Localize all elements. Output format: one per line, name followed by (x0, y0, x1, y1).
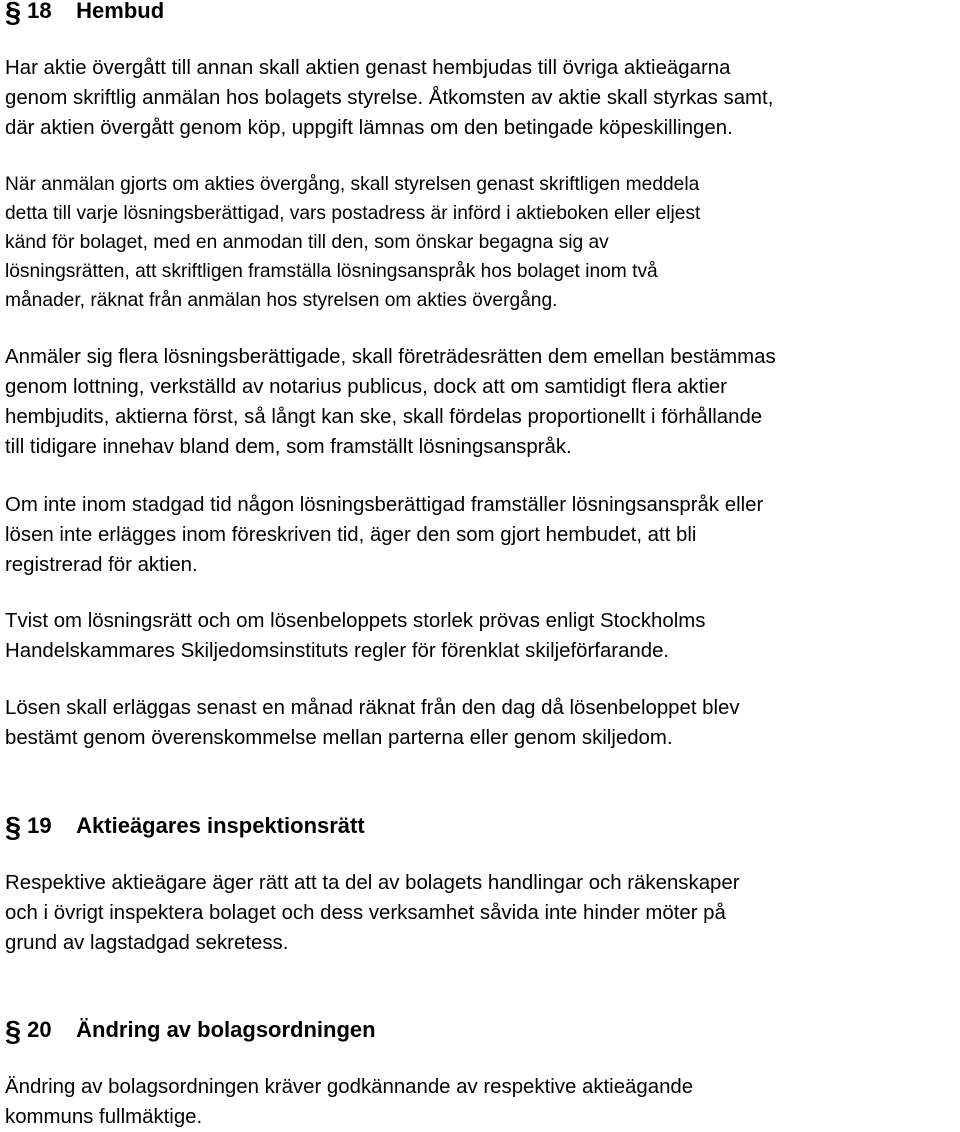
text-line: När anmälan gjorts om akties övergång, skall styrelsen genast skriftligen meddela (5, 174, 700, 195)
text-line: Har aktie övergått till annan skall aktien genast hembjudas till övriga aktieägarna (5, 57, 731, 79)
section-title: Hembud (76, 0, 165, 23)
section-heading-19 (5, 812, 365, 844)
text-line: Tvist om lösningsrätt och om lösenbeloppets storlek prövas enligt Stockholms (5, 610, 706, 632)
paragraph (5, 1072, 693, 1132)
text-line: genom skriftlig anmälan hos bolagets styrelse. Åtkomsten av aktie skall styrkas samt, (5, 87, 774, 109)
section-symbol: § (5, 812, 22, 844)
paragraph (5, 606, 705, 666)
text-line: där aktien övergått genom köp, uppgift lämnas om den betingade köpeskillingen. (5, 117, 733, 139)
text-line: Anmäler sig flera lösningsberättigade, skall företrädesrätten dem emellan bestämmas (5, 346, 776, 368)
section-symbol: § (5, 1016, 22, 1048)
text-line: och i övrigt inspektera bolaget och dess verksamhet såvida inte hinder möter på (5, 902, 726, 924)
section-number: 18 (27, 0, 52, 23)
section-number: 19 (27, 813, 52, 838)
text-line: Respektive aktieägare äger rätt att ta del av bolagets handlingar och räkenskaper (5, 872, 740, 894)
text-line: månader, räknat från anmälan hos styrelsen om akties övergång. (5, 290, 558, 311)
text-line: hembjudits, aktierna först, så långt kan ske, skall fördelas proportionellt i förhållande (5, 406, 763, 428)
text-line: detta till varje lösningsberättigad, vars postadress är införd i aktieboken eller eljest (5, 203, 701, 224)
text-line: bestämt genom överenskommelse mellan parterna eller genom skiljedom. (5, 727, 673, 749)
paragraph (5, 693, 740, 753)
text-line: Lösen skall erläggas senast en månad räknat från den dag då lösenbeloppet blev (5, 697, 740, 719)
paragraph (5, 342, 776, 462)
paragraph (5, 53, 773, 143)
section-title: Aktieägares inspektionsrätt (76, 813, 365, 838)
section-heading-18 (5, 0, 165, 29)
text-line: till tidigare innehav bland dem, som framställt lösningsanspråk. (5, 436, 572, 458)
text-line: Ändring av bolagsordningen kräver godkännande av respektive aktieägande (5, 1076, 694, 1098)
section-number: 20 (27, 1017, 52, 1042)
paragraph (5, 868, 740, 958)
text-line: grund av lagstadgad sekretess. (5, 932, 289, 954)
text-line: registrerad för aktien. (5, 554, 198, 576)
section-symbol: § (5, 0, 22, 29)
text-line: Handelskammares Skiljedomsinstituts regler för förenklat skiljeförfarande. (5, 640, 670, 662)
text-line: känd för bolaget, med en anmodan till den, som önskar begagna sig av (5, 232, 609, 253)
text-line: lösningsrätten, att skriftligen framställa lösningsanspråk hos bolaget inom två (5, 261, 658, 282)
text-line: genom lottning, verkställd av notarius publicus, dock att om samtidigt flera aktier (5, 376, 727, 398)
paragraph (5, 490, 763, 580)
paragraph (5, 170, 700, 315)
text-line: Om inte inom stadgad tid någon lösningsberättigad framställer lösningsanspråk eller (5, 494, 764, 516)
text-line: kommuns fullmäktige. (5, 1106, 203, 1128)
section-title: Ändring av bolagsordningen (76, 1017, 376, 1042)
section-heading-20 (5, 1016, 376, 1048)
text-line: lösen inte erlägges inom föreskriven tid, äger den som gjort hembudet, att bli (5, 524, 697, 546)
